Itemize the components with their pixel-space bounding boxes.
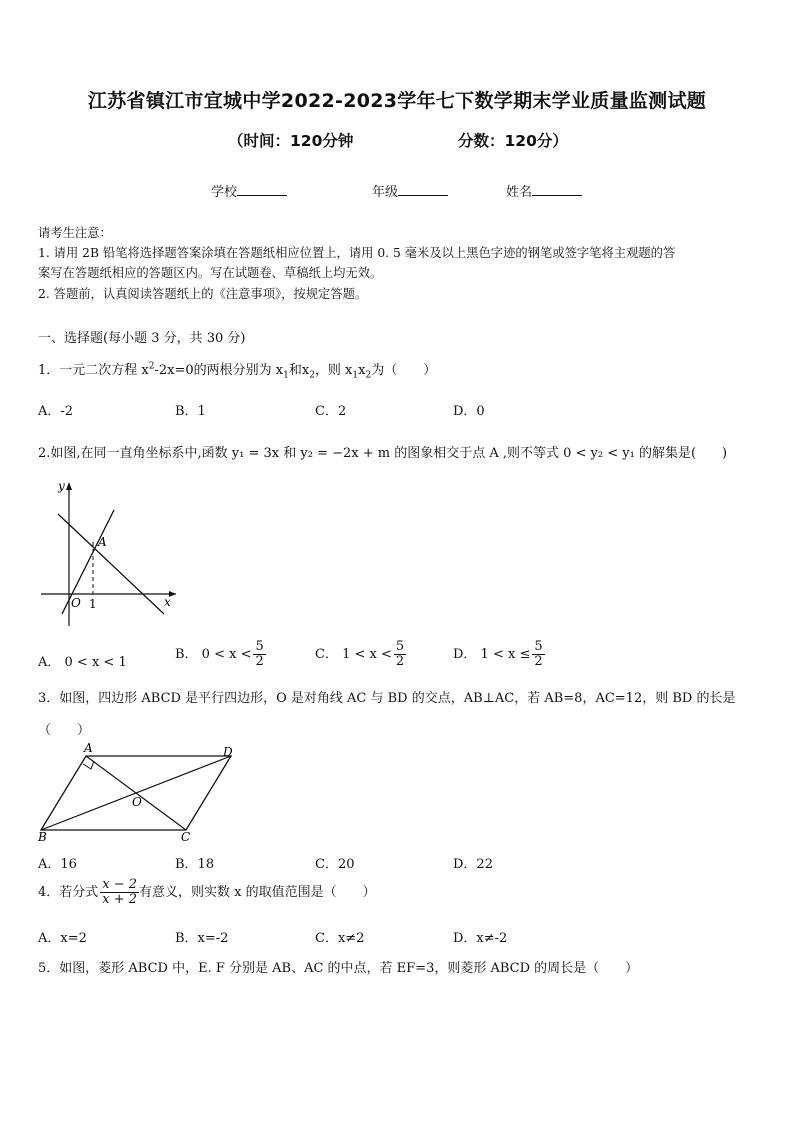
name-blank: [532, 183, 582, 196]
notice-item-1-cont: 案写在答题纸相应的答题区内。写在试题卷、草稿纸上均无效。: [38, 266, 383, 280]
label-C: C: [181, 830, 191, 844]
q3-option-b[interactable]: B．18: [175, 857, 215, 872]
label-A: A: [98, 535, 107, 549]
notice-item-2: 2. 答题前，认真阅读答题纸上的《注意事项》，按规定答题。: [38, 287, 368, 301]
q1-option-c[interactable]: C．2: [315, 404, 347, 419]
label-one: 1: [89, 597, 97, 611]
label-A: A: [84, 741, 93, 755]
q1-option-b[interactable]: B．1: [175, 404, 206, 419]
notice-heading: 请考生注意：: [38, 226, 112, 240]
right-angle-mark: [83, 761, 94, 769]
q4-option-a[interactable]: A．x=2: [38, 931, 87, 946]
section-heading: 一、选择题(每小题 3 分，共 30 分): [38, 331, 246, 346]
exam-score: 分数：120分）: [458, 132, 568, 150]
label-O: O: [132, 795, 142, 809]
school-label: 学校: [211, 185, 238, 200]
q3-option-c[interactable]: C．20: [315, 857, 355, 872]
page-title: 江苏省镇江市宜城中学2022-2023学年七下数学期末学业质量监测试题: [87, 90, 707, 112]
q2-option-b[interactable]: B． 0 < x < $\frac{5}{2}$: [175, 639, 264, 669]
label-B: B: [38, 830, 47, 844]
question-5: 5．如图，菱形 ABCD 中，E. F 分别是 AB、AC 的中点，若 EF=3，则菱形 ABCD 的周长是（ ）: [38, 961, 639, 976]
label-O: O: [71, 596, 81, 610]
grade-field: [372, 181, 448, 200]
q4-option-c[interactable]: C．x≠2: [315, 931, 365, 946]
name-field: [506, 181, 582, 200]
diagonal-bd: [41, 756, 231, 830]
q1-option-d[interactable]: D．0: [453, 404, 485, 419]
notice-item-1: 1. 请用 2B 铅笔将选择题答案涂填在答题纸相应位置上，请用 0. 5 毫米及以上黑色字迹的钢笔或签字笔将主观题的答: [38, 246, 676, 260]
label-y: y: [58, 479, 65, 493]
label-x: x: [164, 595, 171, 609]
question-2: 2.如图,在同一直角坐标系中,函数 y₁ = 3x 和 y₂ = −2x + m 的图象相交于点 A ,则不等式 0 < y₂ < y₁ 的解集是( ): [38, 446, 728, 461]
label-D: D: [223, 745, 233, 759]
q3-option-d[interactable]: D．22: [453, 857, 493, 872]
q4-option-b[interactable]: B．x=-2: [175, 931, 229, 946]
q3-option-a[interactable]: A．16: [38, 857, 77, 872]
q2-graph-figure: [36, 478, 181, 628]
q1-option-a[interactable]: A．-2: [38, 404, 74, 419]
school-blank: [237, 183, 287, 196]
question-3-line-1: 3．如图，四边形 ABCD 是平行四边形，O 是对角线 AC 与 BD 的交点，AB⊥AC，若 AB=8，AC=12，则 BD 的长是: [38, 691, 736, 706]
question-4: 4．若分式 $\frac{x - 2}{x + 2}$ 有意义，则实数 x 的取值范围是（ ）: [38, 877, 376, 907]
q3-parallelogram-figure: [36, 740, 241, 846]
q2-option-c[interactable]: C． 1 < x < $\frac{5}{2}$: [315, 639, 405, 669]
grade-blank: [398, 183, 448, 196]
question-1: 1．一元二次方程 $x^2-2x=0$的两根分别为 $x_1$和$x_2$，则 $x_1x_2$为（ ）: [38, 361, 437, 381]
question-3-line-2: （ ）: [38, 723, 91, 738]
name-label: 姓名: [506, 185, 533, 200]
q2-option-d[interactable]: D． 1 < x ≤ $\frac{5}{2}$: [453, 639, 543, 669]
q2-option-a[interactable]: A． 0 < x < 1: [38, 655, 127, 670]
school-field: [211, 181, 287, 200]
grade-label: 年级: [372, 185, 399, 200]
exam-time: （时间：120分钟: [228, 132, 354, 150]
y-axis-arrow: [66, 482, 72, 490]
q4-option-d[interactable]: D．x≠-2: [453, 931, 508, 946]
